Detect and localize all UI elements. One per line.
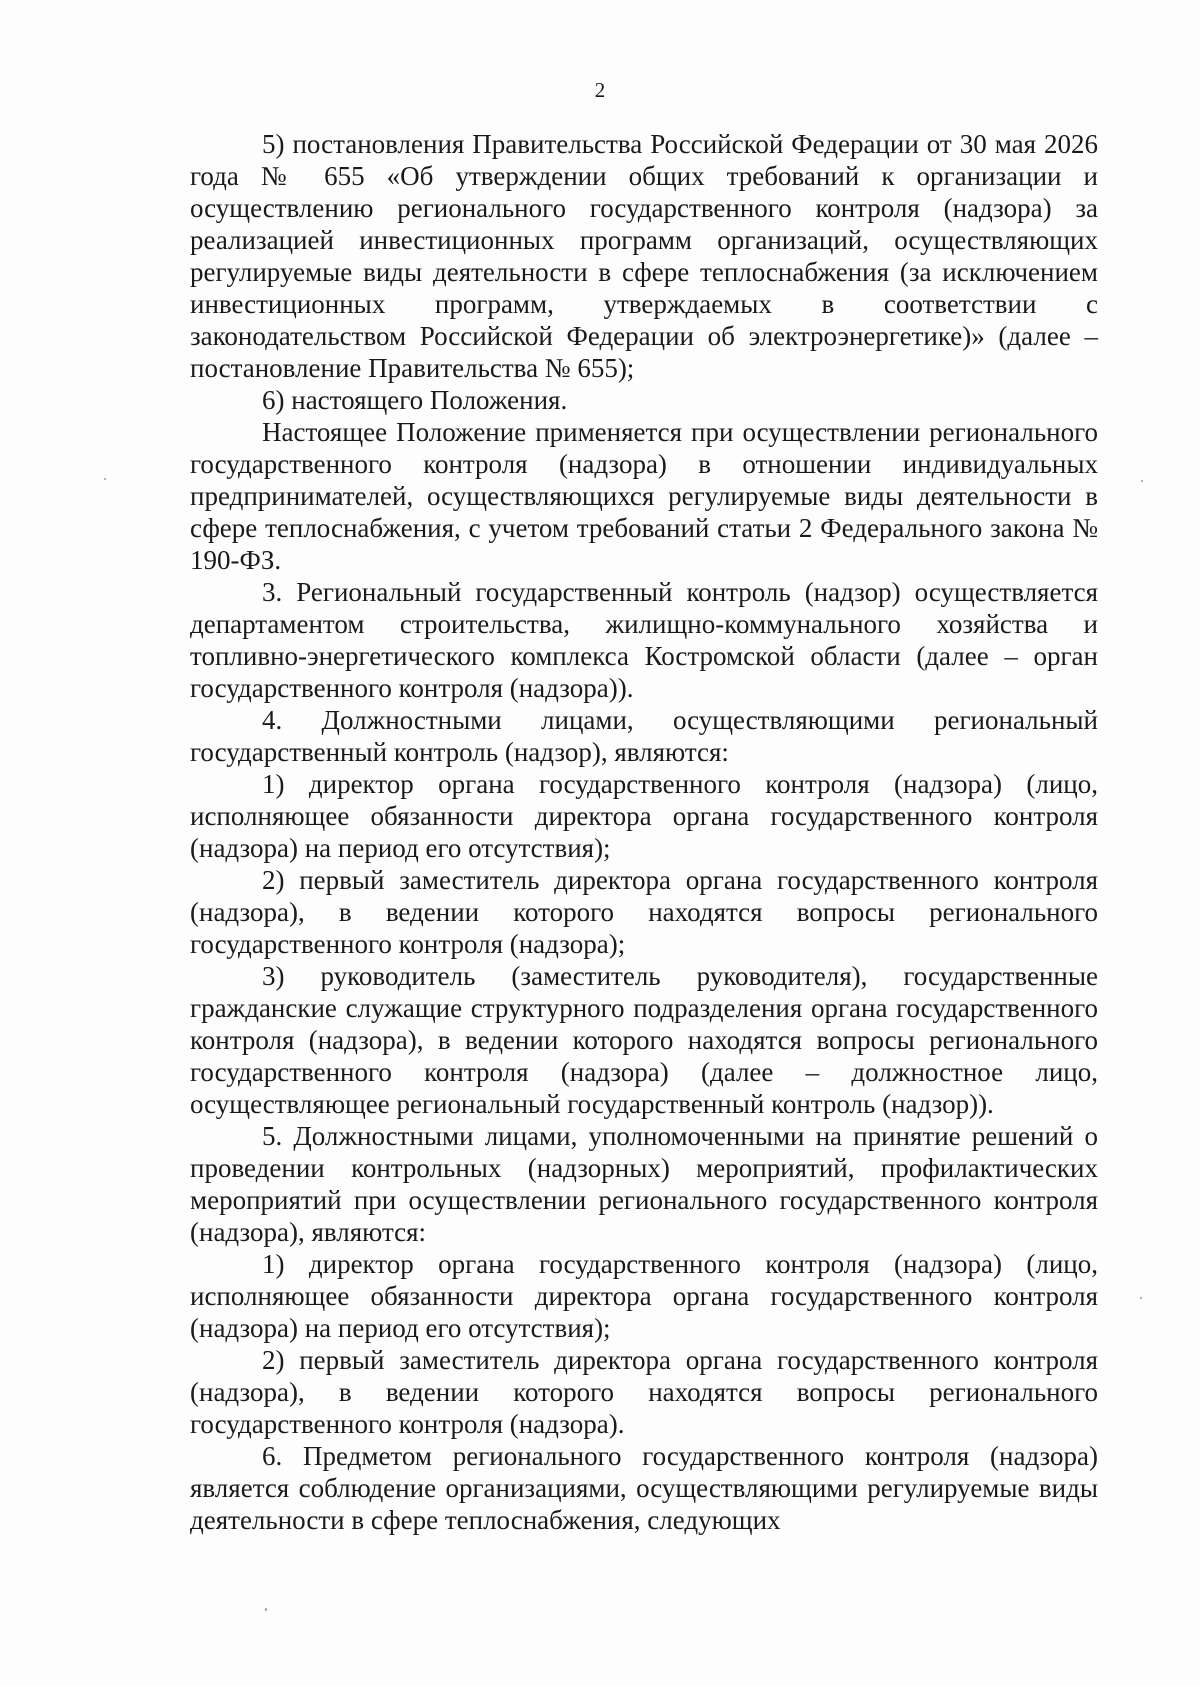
- scan-speck: [1141, 480, 1143, 482]
- document-body: [190, 128, 1098, 1536]
- paragraph-clause-3: 3. Региональный государственный контроль (надзор) осуществляется департаментом строительства, жилищно-коммунального хозяйства и топливно-энергетического комплекса Костромской области (далее – орган государственного контроля (надзора)).: [190, 577, 1098, 703]
- paragraph-clause-4-item-3: 3) руководитель (заместитель руководителя), государственные гражданские служащие структурного подразделения органа государственного контроля (надзора), в ведении которого находятся вопросы регионального государственного контроля (надзора) (далее – должностное лицо, осуществляющее региональный государственный контроль (надзор)).: [190, 961, 1098, 1119]
- scan-speck: [104, 478, 106, 480]
- paragraph-clause-5-item-2: 2) первый заместитель директора органа государственного контроля (надзора), в ведении которого находятся вопросы регионального государственного контроля (надзора).: [190, 1345, 1098, 1439]
- paragraph-item-6-this-regulation: 6) настоящего Положения.: [262, 385, 568, 415]
- scan-speck: [265, 1608, 267, 1611]
- scan-speck: [1140, 1297, 1142, 1299]
- paragraph-item-5-resolution-655: 5) постановления Правительства Российской Федерации от 30 мая 2026 года № 655 «Об утверждении общих требований к организации и осуществлению регионального государственного контроля (надзора) за реализацией инвестиционных программ организаций, осуществляющих регулируемые виды деятельности в сфере теплоснабжения (за исключением инвестиционных программ, утверждаемых в соответствии с законодательством Российской Федерации об электроэнергетике)» (далее – постановление Правительства № 655);: [190, 129, 1098, 383]
- paragraph-clause-4-item-2: 2) первый заместитель директора органа государственного контроля (надзора), в ведении которого находятся вопросы регионального государственного контроля (надзора);: [190, 865, 1098, 959]
- paragraph-clause-5-item-1: 1) директор органа государственного контроля (надзора) (лицо, исполняющее обязанности директора органа государственного контроля (надзора) на период его отсутствия);: [190, 1249, 1098, 1343]
- paragraph-clause-6: 6. Предметом регионального государственного контроля (надзора) является соблюдение организациями, осуществляющими регулируемые виды деятельности в сфере теплоснабжения, следующих: [190, 1441, 1098, 1535]
- paragraph-clause-5: 5. Должностными лицами, уполномоченными на принятие решений о проведении контрольных (надзорных) мероприятий, профилактических мероприятий при осуществлении регионального государственного контроля (надзора), являются:: [190, 1121, 1098, 1247]
- paragraph-clause-4: 4. Должностными лицами, осуществляющими региональный государственный контроль (надзор), являются:: [190, 705, 1098, 767]
- paragraph-applicability: Настоящее Положение применяется при осуществлении регионального государственного контроля (надзора) в отношении индивидуальных предпринимателей, осуществляющихся регулируемые виды деятельности в сфере теплоснабжения, с учетом требований статьи 2 Федерального закона № 190-ФЗ.: [190, 417, 1098, 575]
- page-number: 2: [594, 78, 606, 102]
- paragraph-clause-4-item-1: 1) директор органа государственного контроля (надзора) (лицо, исполняющее обязанности директора органа государственного контроля (надзора) на период его отсутствия);: [190, 769, 1098, 863]
